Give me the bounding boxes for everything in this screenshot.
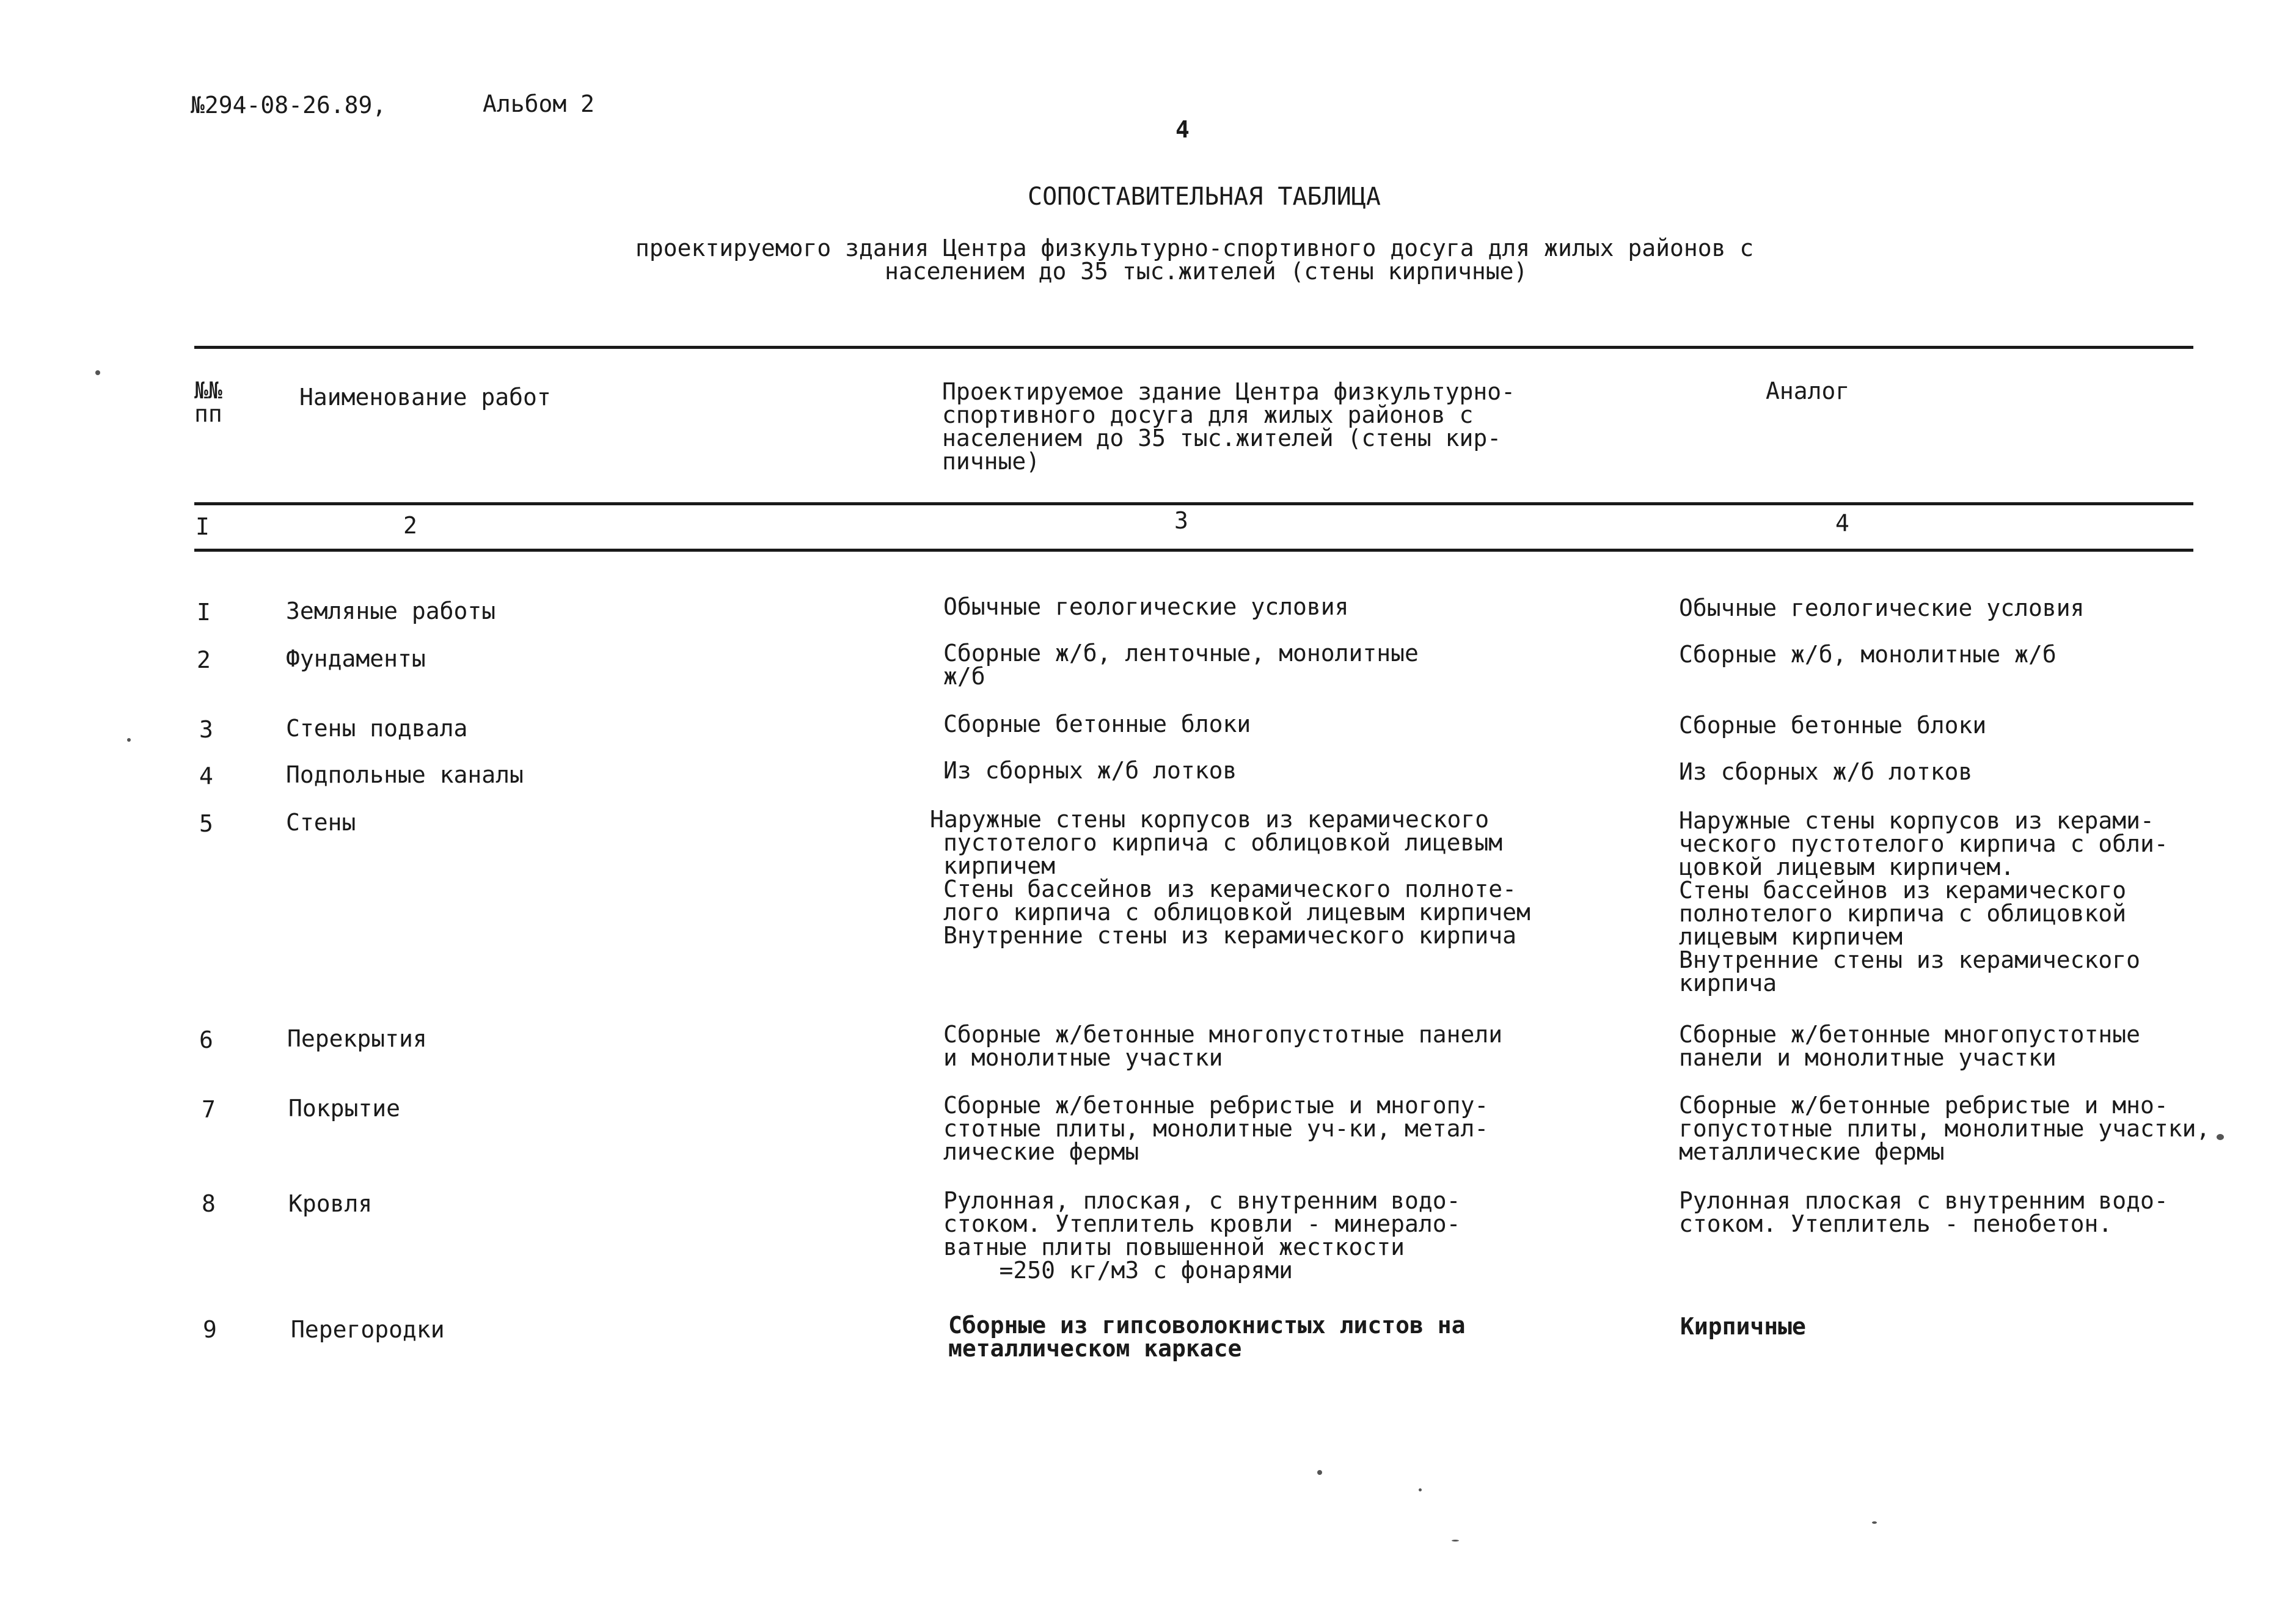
subtitle-line-2: населением до 35 тыс.жителей (стены кирпичные) (885, 258, 1528, 285)
row-7-name: Покрытие (288, 1095, 401, 1122)
row-5-analog: Наружные стены корпусов из керами- ческого пустотелого кирпича с обли- цовкой лицевым кирпичем. Стены бассейнов из керамического полнотелого кирпича с облицовкой лицевым кирпичем Внутренние стены из керамического кирпича (1679, 807, 2168, 997)
scan-speck (1452, 1540, 1459, 1542)
scan-speck (95, 370, 100, 375)
row-5-num: 5 (199, 810, 213, 837)
row-1-analog: Обычные геологические условия (1679, 594, 2085, 621)
scan-speck (2217, 1134, 2224, 1140)
scan-speck (127, 738, 131, 742)
subtitle-line-1: проектируемого здания Центра физкультурно-спортивного досуга для жилых районов с (635, 235, 1754, 262)
column-number-3: 3 (1174, 507, 1188, 534)
document-code: №294-08-26.89, (191, 92, 387, 119)
row-8-design: Рулонная, плоская, с внутренним водо- стоком. Утеплитель кровли - минерало- ватные плиты повышенной жесткости =250 кг/м3 с фонарями (943, 1187, 1461, 1284)
row-1-num: I (197, 599, 211, 626)
row-4-name: Подпольные каналы (286, 761, 524, 788)
row-4-design: Из сборных ж/б лотков (943, 757, 1237, 784)
row-9-num: 9 (203, 1316, 217, 1343)
row-6-name: Перекрытия (287, 1025, 427, 1052)
column-number-2: 2 (403, 512, 417, 539)
row-6-design: Сборные ж/бетонные многопустотные панели и монолитные участки (943, 1021, 1503, 1071)
row-9-design: Сборные из гипсоволокнистых листов на металлическом каркасе (948, 1312, 1466, 1362)
header-num: №№ пп (194, 377, 222, 427)
row-3-num: 3 (199, 716, 213, 743)
row-9-analog: Кирпичные (1680, 1313, 1806, 1340)
scan-speck (1419, 1488, 1422, 1491)
row-2-num: 2 (197, 646, 211, 673)
row-1-design: Обычные геологические условия (943, 593, 1349, 620)
scan-speck (1317, 1470, 1322, 1475)
row-4-analog: Из сборных ж/б лотков (1679, 758, 1973, 785)
column-number-4: 4 (1835, 510, 1849, 536)
row-2-analog: Сборные ж/б, монолитные ж/б (1679, 641, 2056, 668)
row-8-name: Кровля (288, 1190, 373, 1217)
row-2-name: Фундаменты (286, 645, 426, 672)
row-9-name: Перегородки (291, 1316, 445, 1343)
row-3-analog: Сборные бетонные блоки (1679, 712, 1987, 739)
row-7-design: Сборные ж/бетонные ребристые и многопу- стотные плиты, монолитные уч-ки, метал- лические фермы (943, 1092, 1489, 1165)
row-8-num: 8 (202, 1190, 216, 1217)
table-top-rule (194, 346, 2193, 349)
header-design: Проектируемое здание Центра физкультурно- спортивного досуга для жилых районов с населением до 35 тыс.жителей (стены кир- пичные) (942, 378, 1515, 475)
column-number-1: I (196, 513, 210, 540)
row-8-analog: Рулонная плоская с внутренним водо- стоком. Утеплитель - пенобетон. (1679, 1187, 2168, 1237)
header-bottom-rule (194, 502, 2193, 505)
row-5-design: Наружные стены корпусов из керамического пустотелого кирпича с облицовкой лицевым кирпичем Стены бассейнов из керамического полноте- лого кирпича с облицовкой лицевым кирпичем Внутренние стены из керамического кирпича (930, 806, 1530, 949)
row-6-analog: Сборные ж/бетонные многопустотные панели и монолитные участки (1679, 1021, 2140, 1071)
row-1-name: Земляные работы (286, 598, 496, 624)
row-3-name: Стены подвала (286, 715, 468, 742)
row-7-analog: Сборные ж/бетонные ребристые и мно- гопустотные плиты, монолитные участки, металлические фермы (1679, 1092, 2210, 1165)
row-7-num: 7 (202, 1096, 216, 1123)
row-2-design: Сборные ж/б, ленточные, монолитные ж/б (943, 640, 1419, 690)
row-3-design: Сборные бетонные блоки (943, 711, 1251, 737)
document-title: СОПОСТАВИТЕЛЬНАЯ ТАБЛИЦА (1028, 183, 1381, 211)
row-5-name: Стены (286, 809, 356, 836)
album-label: Альбом 2 (483, 90, 595, 117)
scan-speck (1872, 1521, 1877, 1524)
header-name: Наименование работ (299, 384, 551, 411)
column-numbers-bottom-rule (194, 549, 2193, 552)
row-4-num: 4 (199, 763, 213, 789)
page-number: 4 (1175, 116, 1190, 143)
header-analog: Аналог (1766, 378, 1850, 404)
row-6-num: 6 (199, 1026, 213, 1053)
